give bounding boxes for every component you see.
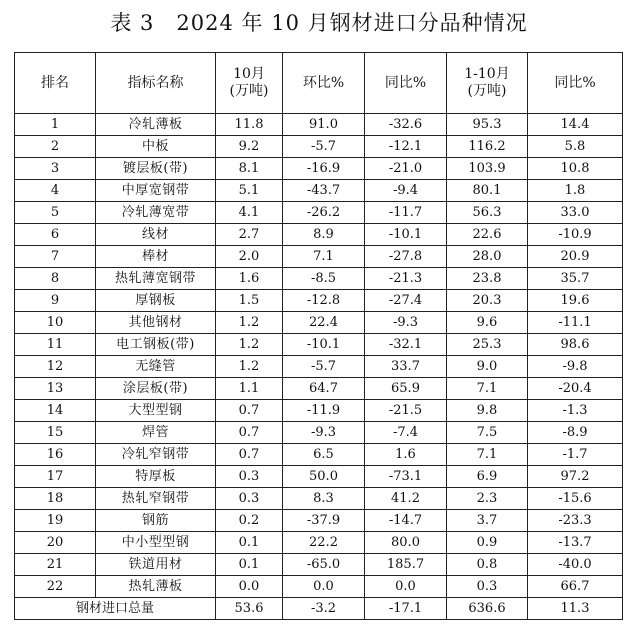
cell-ytd-yoy: 33.0 [528, 202, 623, 224]
cell-ytd-yoy: 10.8 [528, 158, 623, 180]
cell-ytd: 0.3 [447, 576, 528, 598]
cell-mom: 50.0 [283, 466, 365, 488]
cell-rank: 13 [15, 378, 96, 400]
cell-ytd: 7.5 [447, 422, 528, 444]
cell-rank: 6 [15, 224, 96, 246]
cell-name: 棒材 [96, 246, 216, 268]
table-row [15, 202, 623, 224]
total-ytd: 636.6 [447, 598, 528, 620]
table-row [15, 488, 623, 510]
cell-oct: 5.1 [216, 180, 283, 202]
cell-ytd-yoy: 97.2 [528, 466, 623, 488]
cell-yoy: -7.4 [365, 422, 447, 444]
cell-ytd-yoy: 35.7 [528, 268, 623, 290]
cell-ytd: 95.3 [447, 114, 528, 136]
cell-mom: -26.2 [283, 202, 365, 224]
page-title: 表 3 2024 年 10 月钢材进口分品种情况 [110, 11, 528, 35]
cell-yoy: 65.9 [365, 378, 447, 400]
cell-name: 中小型型钢 [96, 532, 216, 554]
cell-ytd: 22.6 [447, 224, 528, 246]
cell-oct: 2.0 [216, 246, 283, 268]
cell-name: 铁道用材 [96, 554, 216, 576]
cell-yoy: 33.7 [365, 356, 447, 378]
header-ytd-yoy: 同比% [528, 53, 623, 114]
cell-oct: 0.3 [216, 466, 283, 488]
cell-ytd-yoy: -11.1 [528, 312, 623, 334]
total-label: 钢材进口总量 [15, 598, 216, 620]
cell-name: 中厚宽钢带 [96, 180, 216, 202]
header-rank: 排名 [15, 53, 96, 114]
cell-mom: 7.1 [283, 246, 365, 268]
cell-ytd: 3.7 [447, 510, 528, 532]
total-oct: 53.6 [216, 598, 283, 620]
cell-ytd: 6.9 [447, 466, 528, 488]
cell-mom: 8.3 [283, 488, 365, 510]
cell-mom: -65.0 [283, 554, 365, 576]
cell-name: 涂层板(带) [96, 378, 216, 400]
cell-rank: 18 [15, 488, 96, 510]
cell-rank: 22 [15, 576, 96, 598]
cell-mom: -37.9 [283, 510, 365, 532]
total-ytd-yoy: 11.3 [528, 598, 623, 620]
cell-ytd-yoy: 1.8 [528, 180, 623, 202]
cell-oct: 0.7 [216, 400, 283, 422]
cell-name: 厚钢板 [96, 290, 216, 312]
table-row [15, 532, 623, 554]
cell-rank: 2 [15, 136, 96, 158]
cell-ytd-yoy: -23.3 [528, 510, 623, 532]
header-ytd-line2: (万吨) [467, 83, 507, 99]
cell-yoy: -27.4 [365, 290, 447, 312]
cell-ytd-yoy: -20.4 [528, 378, 623, 400]
cell-rank: 20 [15, 532, 96, 554]
table-row [15, 400, 623, 422]
header-row [15, 53, 623, 114]
cell-oct: 0.7 [216, 444, 283, 466]
cell-yoy: -27.8 [365, 246, 447, 268]
header-ytd-line1: 1-10月 [464, 66, 510, 82]
cell-oct: 0.0 [216, 576, 283, 598]
cell-oct: 8.1 [216, 158, 283, 180]
cell-name: 冷轧薄板 [96, 114, 216, 136]
cell-mom: -5.7 [283, 136, 365, 158]
cell-ytd: 7.1 [447, 378, 528, 400]
cell-ytd: 56.3 [447, 202, 528, 224]
header-name: 指标名称 [96, 53, 216, 114]
cell-mom: -11.9 [283, 400, 365, 422]
cell-yoy: -12.1 [365, 136, 447, 158]
cell-rank: 16 [15, 444, 96, 466]
cell-name: 热轧窄钢带 [96, 488, 216, 510]
cell-ytd: 20.3 [447, 290, 528, 312]
cell-oct: 0.3 [216, 488, 283, 510]
cell-oct: 1.5 [216, 290, 283, 312]
cell-oct: 0.7 [216, 422, 283, 444]
cell-rank: 17 [15, 466, 96, 488]
table-row [15, 444, 623, 466]
cell-name: 无缝管 [96, 356, 216, 378]
header-ytd [447, 53, 528, 114]
cell-oct: 4.1 [216, 202, 283, 224]
cell-yoy: -21.3 [365, 268, 447, 290]
cell-name: 其他钢材 [96, 312, 216, 334]
cell-mom: -16.9 [283, 158, 365, 180]
table-row [15, 576, 623, 598]
cell-oct: 9.2 [216, 136, 283, 158]
cell-mom: 22.2 [283, 532, 365, 554]
header-yoy: 同比% [365, 53, 447, 114]
cell-mom: -43.7 [283, 180, 365, 202]
cell-ytd-yoy: -1.7 [528, 444, 623, 466]
cell-oct: 0.2 [216, 510, 283, 532]
total-yoy: -17.1 [365, 598, 447, 620]
table-row [15, 290, 623, 312]
cell-ytd-yoy: 66.7 [528, 576, 623, 598]
cell-rank: 8 [15, 268, 96, 290]
cell-oct: 1.1 [216, 378, 283, 400]
cell-name: 中板 [96, 136, 216, 158]
cell-ytd: 9.8 [447, 400, 528, 422]
table-row [15, 268, 623, 290]
cell-mom: -8.5 [283, 268, 365, 290]
cell-oct: 0.1 [216, 532, 283, 554]
cell-ytd-yoy: 98.6 [528, 334, 623, 356]
cell-yoy: -9.4 [365, 180, 447, 202]
total-mom: -3.2 [283, 598, 365, 620]
table-row [15, 180, 623, 202]
table-row [15, 136, 623, 158]
cell-rank: 14 [15, 400, 96, 422]
table-row [15, 312, 623, 334]
cell-ytd: 25.3 [447, 334, 528, 356]
cell-rank: 11 [15, 334, 96, 356]
cell-ytd-yoy: 19.6 [528, 290, 623, 312]
cell-rank: 4 [15, 180, 96, 202]
cell-mom: 64.7 [283, 378, 365, 400]
cell-name: 镀层板(带) [96, 158, 216, 180]
table-row [15, 378, 623, 400]
cell-yoy: -32.6 [365, 114, 447, 136]
cell-yoy: -10.1 [365, 224, 447, 246]
table-row [15, 554, 623, 576]
cell-yoy: 80.0 [365, 532, 447, 554]
cell-mom: 91.0 [283, 114, 365, 136]
cell-rank: 10 [15, 312, 96, 334]
table-row [15, 356, 623, 378]
cell-yoy: 0.0 [365, 576, 447, 598]
cell-ytd: 116.2 [447, 136, 528, 158]
cell-ytd-yoy: 5.8 [528, 136, 623, 158]
cell-ytd-yoy: -9.8 [528, 356, 623, 378]
cell-name: 热轧薄宽钢带 [96, 268, 216, 290]
cell-ytd-yoy: -40.0 [528, 554, 623, 576]
cell-oct: 1.6 [216, 268, 283, 290]
cell-name: 冷轧薄宽带 [96, 202, 216, 224]
cell-yoy: -32.1 [365, 334, 447, 356]
table-row [15, 334, 623, 356]
cell-ytd-yoy: -1.3 [528, 400, 623, 422]
cell-oct: 1.2 [216, 356, 283, 378]
cell-ytd: 7.1 [447, 444, 528, 466]
cell-ytd-yoy: 14.4 [528, 114, 623, 136]
cell-name: 钢筋 [96, 510, 216, 532]
cell-rank: 7 [15, 246, 96, 268]
table-row [15, 422, 623, 444]
cell-rank: 5 [15, 202, 96, 224]
table-row [15, 224, 623, 246]
cell-ytd-yoy: -10.9 [528, 224, 623, 246]
table-row [15, 510, 623, 532]
table-row [15, 246, 623, 268]
table-row [15, 114, 623, 136]
cell-yoy: 41.2 [365, 488, 447, 510]
cell-oct: 0.1 [216, 554, 283, 576]
cell-yoy: 185.7 [365, 554, 447, 576]
header-mom: 环比% [283, 53, 365, 114]
cell-name: 大型型钢 [96, 400, 216, 422]
table-row [15, 158, 623, 180]
cell-ytd-yoy: -8.9 [528, 422, 623, 444]
cell-rank: 12 [15, 356, 96, 378]
cell-mom: 6.5 [283, 444, 365, 466]
cell-yoy: -73.1 [365, 466, 447, 488]
cell-oct: 2.7 [216, 224, 283, 246]
cell-mom: 8.9 [283, 224, 365, 246]
cell-mom: -9.3 [283, 422, 365, 444]
cell-rank: 9 [15, 290, 96, 312]
cell-name: 焊管 [96, 422, 216, 444]
cell-mom: -10.1 [283, 334, 365, 356]
cell-ytd: 0.8 [447, 554, 528, 576]
cell-mom: 22.4 [283, 312, 365, 334]
cell-yoy: -9.3 [365, 312, 447, 334]
cell-oct: 11.8 [216, 114, 283, 136]
cell-rank: 1 [15, 114, 96, 136]
cell-mom: 0.0 [283, 576, 365, 598]
cell-ytd-yoy: 20.9 [528, 246, 623, 268]
table-body [15, 114, 623, 620]
cell-yoy: -21.5 [365, 400, 447, 422]
cell-yoy: 1.6 [365, 444, 447, 466]
total-row [15, 598, 623, 620]
cell-ytd: 2.3 [447, 488, 528, 510]
steel-import-table [14, 52, 623, 620]
cell-ytd: 103.9 [447, 158, 528, 180]
cell-ytd-yoy: -13.7 [528, 532, 623, 554]
header-oct-line2: (万吨) [229, 83, 269, 99]
cell-name: 冷轧窄钢带 [96, 444, 216, 466]
cell-name: 特厚板 [96, 466, 216, 488]
cell-yoy: -21.0 [365, 158, 447, 180]
cell-rank: 3 [15, 158, 96, 180]
header-oct [216, 53, 283, 114]
cell-name: 电工钢板(带) [96, 334, 216, 356]
cell-ytd: 0.9 [447, 532, 528, 554]
cell-oct: 1.2 [216, 334, 283, 356]
cell-name: 热轧薄板 [96, 576, 216, 598]
cell-oct: 1.2 [216, 312, 283, 334]
cell-yoy: -11.7 [365, 202, 447, 224]
cell-yoy: -14.7 [365, 510, 447, 532]
cell-ytd: 9.0 [447, 356, 528, 378]
cell-ytd: 23.8 [447, 268, 528, 290]
cell-mom: -12.8 [283, 290, 365, 312]
cell-rank: 21 [15, 554, 96, 576]
cell-rank: 15 [15, 422, 96, 444]
cell-mom: -5.7 [283, 356, 365, 378]
cell-name: 线材 [96, 224, 216, 246]
cell-ytd: 28.0 [447, 246, 528, 268]
table-row [15, 466, 623, 488]
cell-rank: 19 [15, 510, 96, 532]
cell-ytd-yoy: -15.6 [528, 488, 623, 510]
cell-ytd: 80.1 [447, 180, 528, 202]
header-oct-line1: 10月 [233, 66, 265, 82]
cell-ytd: 9.6 [447, 312, 528, 334]
